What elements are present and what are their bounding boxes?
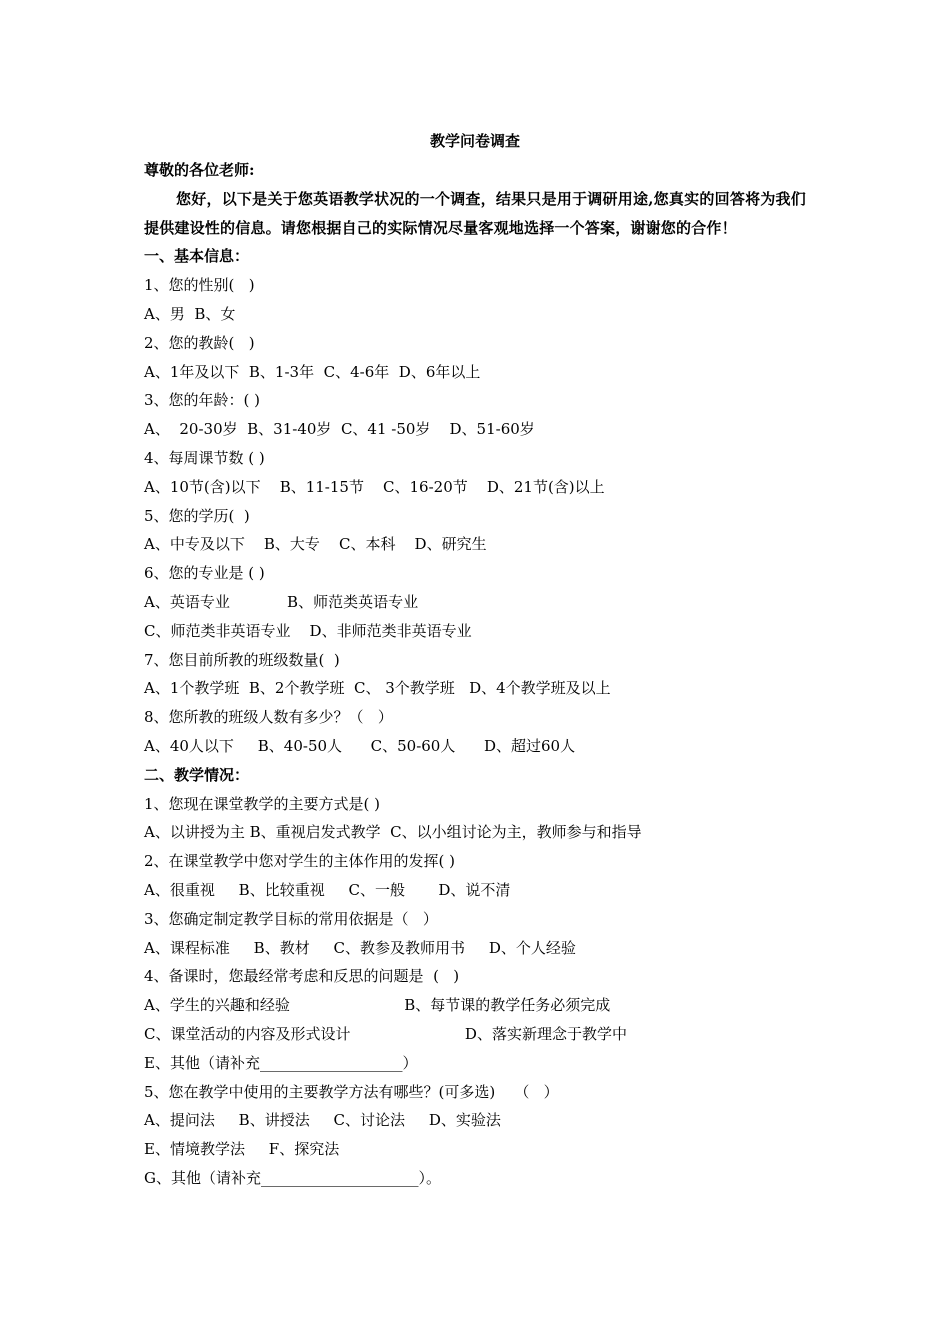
- q8-class-size: 8、您所教的班级人数有多少？（ ）: [144, 708, 393, 727]
- t1-teaching-method: 1、您现在课堂教学的主要方式是( ): [144, 794, 381, 813]
- t2-options: A、很重视 B、比较重视 C、一般 D、说不清: [144, 880, 511, 899]
- t5-option-g: [144, 1164, 950, 1193]
- t1-options: A、以讲授为主 B、重视启发式教学 C、以小组讨论为主，教师参与和指导: [144, 823, 642, 842]
- t2-student-role: 2、在课堂教学中您对学生的主体作用的发挥( ): [144, 852, 456, 871]
- t4-option-e-label: E、其他（请补充: [144, 1053, 260, 1072]
- t5-methods: 5、您在教学中使用的主要教学方法有哪些？(可多选) （ ）: [144, 1082, 559, 1101]
- t5-options-ad: A、提问法 B、讲授法 C、讨论法 D、实验法: [144, 1111, 501, 1130]
- t5-option-g-blank[interactable]: _____________________: [260, 1168, 419, 1187]
- t4-options-ab: A、学生的兴趣和经验 B、每节课的教学任务必须完成: [144, 996, 611, 1015]
- q2-teaching-years: 2、您的教龄( ): [144, 333, 255, 352]
- q5-options: A、中专及以下 B、大专 C、本科 D、研究生: [144, 535, 487, 554]
- q8-options: A、40人以下 B、40-50人 C、50-60人 D、超过60人: [144, 736, 576, 755]
- t4-option-e-blank[interactable]: ___________________: [259, 1053, 403, 1072]
- q3-options: A、 20-30岁 B、31-40岁 C、41 -50岁 D、51-60岁: [144, 420, 535, 439]
- q4-options: A、10节(含)以下 B、11-15节 C、16-20节 D、21节(含)以上: [144, 477, 605, 496]
- greeting: 尊敬的各位老师:: [144, 161, 255, 179]
- q4-weekly-classes: 4、每周课节数 ( ): [144, 448, 265, 467]
- q1-options: A、男 B、女: [144, 304, 236, 323]
- q3-age: 3、您的年龄：( ): [144, 391, 261, 410]
- q1-gender: 1、您的性别( ): [144, 276, 255, 295]
- t4-options-cd: C、课堂活动的内容及形式设计 D、落实新理念于教学中: [144, 1024, 627, 1043]
- q7-options: A、1个教学班 B、2个教学班 C、 3个教学班 D、4个教学班及以上: [144, 679, 611, 698]
- intro-paragraph: 您好，以下是关于您英语教学状况的一个调查，结果只是用于调研用途,您真实的回答将为我们提供建设性的信息。请您根据自己的实际情况尽量客观地选择一个答案，谢谢您的合作！: [144, 189, 806, 237]
- q6-major: 6、您的专业是 ( ): [144, 564, 265, 583]
- t5-options-ef: E、情境教学法 F、探究法: [144, 1140, 340, 1159]
- q6-options-cd: C、师范类非英语专业 D、非师范类非英语专业: [144, 621, 472, 640]
- q2-options: A、1年及以下 B、1-3年 C、4-6年 D、6年以上: [144, 362, 481, 381]
- t5-option-g-close: ）。: [418, 1168, 441, 1187]
- section-heading-basic-info: 一、基本信息：: [144, 247, 250, 266]
- q7-class-count: 7、您目前所教的班级数量( ): [144, 650, 340, 669]
- t3-objective-basis: 3、您确定制定教学目标的常用依据是（ ）: [144, 909, 438, 928]
- q5-education: 5、您的学历( ): [144, 506, 250, 525]
- t4-option-e: [144, 1049, 950, 1078]
- t5-option-g-label: G、其他（请补充: [144, 1168, 261, 1187]
- t4-lesson-prep: 4、备课时，您最经常考虑和反思的问题是 ( ): [144, 967, 460, 986]
- document-title: 教学问卷调查: [429, 132, 520, 150]
- t4-option-e-close: ）: [402, 1053, 418, 1072]
- section-heading-teaching: 二、教学情况：: [144, 765, 250, 784]
- q6-options-ab: A、英语专业 B、师范类英语专业: [144, 592, 419, 611]
- t3-options: A、课程标准 B、教材 C、教参及教师用书 D、个人经验: [144, 938, 576, 957]
